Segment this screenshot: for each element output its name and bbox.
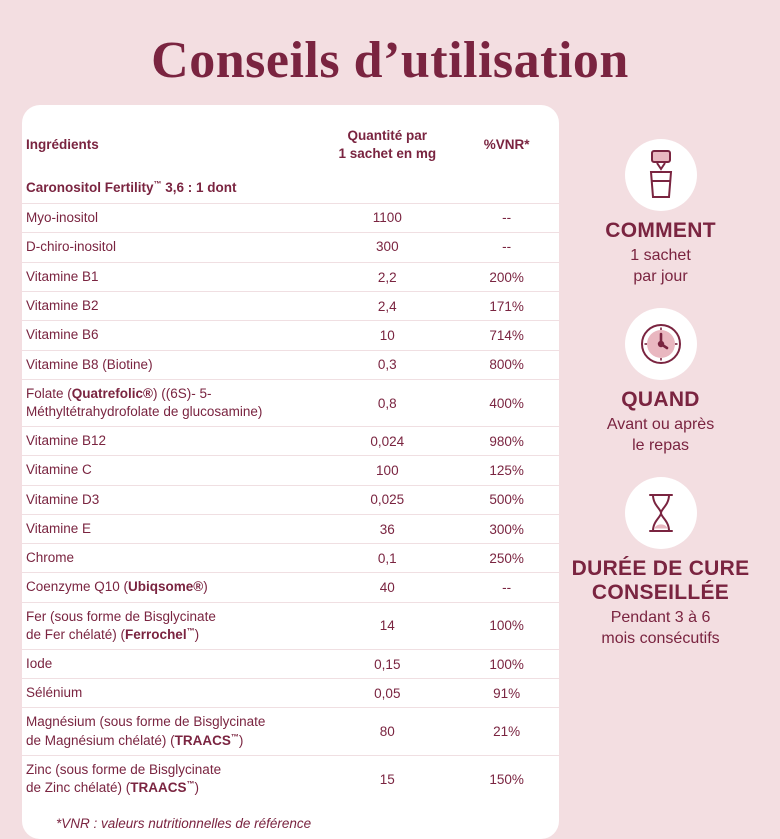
advice-title-duree [572,557,750,605]
row-quantity: 0,8 [320,379,454,426]
row-ingredient: Magnésium (sous forme de Bisglycinate de Magnésium chélaté) (TRAACS™) [22,708,320,755]
table-row [22,292,559,321]
row-ingredient: Sélénium [22,679,320,708]
table-row [22,514,559,543]
row-vnr: -- [454,232,559,262]
table-row [22,602,559,649]
table-row [22,755,559,802]
row-quantity: 0,025 [320,485,454,514]
advice-sub-duree [572,608,750,650]
row-vnr: 125% [454,456,559,485]
header-quantity-line2: 1 sachet en mg [338,145,437,161]
advice-title-comment: COMMENT [605,219,716,243]
table-row [22,573,559,602]
row-ingredient: Vitamine B1 [22,262,320,291]
row-quantity: 0,024 [320,427,454,456]
row-quantity: 14 [320,602,454,649]
row-quantity: 10 [320,321,454,350]
row-vnr: -- [454,203,559,232]
table-row [22,485,559,514]
row-vnr: 714% [454,321,559,350]
table-row [22,262,559,291]
advice-block-duree [572,477,750,650]
advice-sub-comment-line2: par jour [633,268,688,286]
row-vnr: 171% [454,292,559,321]
row-quantity: 0,3 [320,350,454,379]
page-title: Conseils d’utilisation [151,32,629,89]
row-vnr: 500% [454,485,559,514]
row-ingredient: Vitamine B6 [22,321,320,350]
row-ingredient: Zinc (sous forme de Bisglycinate de Zinc chélaté) (TRAACS™) [26,761,222,796]
advice-sub-duree-line2: mois consécutifs [601,629,720,647]
table-row [22,203,559,232]
row-quantity: 2,4 [320,292,454,321]
row-ingredient: Vitamine C [22,456,320,485]
ingredients-table [22,119,559,802]
ingredients-card [22,105,559,839]
hourglass-icon [625,477,697,549]
table-body [22,174,559,802]
table-footnote: *VNR : valeurs nutritionnelles de référence [56,816,312,832]
row-ingredient: Vitamine E [22,514,320,543]
clock-icon [625,308,697,380]
row-ingredient: Coenzyme Q10 (Ubiqsome®) [22,573,320,602]
table-row [22,321,559,350]
table-row [22,650,559,679]
advice-title-duree-line2: CONSEILLÉE [591,580,730,604]
table-row [22,427,559,456]
table-row [22,708,559,755]
row-vnr: 800% [454,350,559,379]
row-vnr: -- [454,573,559,602]
advice-sub-quand [607,415,714,457]
row-ingredient: D-chiro-inositol [22,232,320,262]
row-vnr: 250% [454,544,559,573]
content-area [0,105,780,839]
header-ingredients: Ingrédients [26,137,99,153]
row-vnr: 150% [489,771,524,787]
row-ingredient: Iode [22,650,320,679]
row-ingredient: Chrome [22,544,320,573]
row-quantity: 36 [320,514,454,543]
row-quantity: 2,2 [320,262,454,291]
table-row [22,232,559,262]
header-quantity [320,119,454,174]
row-quantity: 300 [320,232,454,262]
advice-sub-duree-line1: Pendant 3 à 6 [610,608,711,626]
row-quantity: 0,05 [320,679,454,708]
advice-sub-comment [605,246,716,288]
row-quantity: 1100 [320,203,454,232]
advice-sub-quand-line2: le repas [632,436,689,454]
row-ingredient: Vitamine B2 [22,292,320,321]
row-ingredient: Vitamine B8 (Biotine) [22,350,320,379]
table-row [22,350,559,379]
table-row [22,456,559,485]
table-header-row [22,119,559,174]
row-vnr: 21% [454,708,559,755]
row-quantity: 0,1 [320,544,454,573]
row-vnr [454,174,559,203]
row-ingredient: Caronositol Fertility™ 3,6 : 1 dont [22,174,320,203]
row-ingredient: Myo-inositol [22,203,320,232]
row-vnr: 91% [454,679,559,708]
advice-sidebar [563,105,758,663]
table-row [22,679,559,708]
row-vnr: 400% [454,379,559,426]
row-quantity: 40 [320,573,454,602]
row-vnr: 300% [454,514,559,543]
row-vnr: 200% [454,262,559,291]
advice-sub-comment-line1: 1 sachet [630,247,691,265]
row-ingredient: Fer (sous forme de Bisglycinate de Fer chélaté) (Ferrochel™) [22,602,320,649]
row-ingredient: Vitamine D3 [22,485,320,514]
table-row [22,379,559,426]
row-vnr: 100% [454,650,559,679]
row-ingredient: Folate (Quatrefolic®) ((6S)- 5- Méthyltétrahydrofolate de glucosamine) [22,379,320,426]
sachet-glass-icon [625,139,697,211]
header-quantity-line1: Quantité par [347,128,428,144]
row-quantity: 80 [320,708,454,755]
advice-block-comment [605,139,716,288]
row-quantity: 100 [320,456,454,485]
advice-title-quand: QUAND [621,387,700,411]
header-vnr: %VNR* [483,137,530,153]
table-row [22,174,559,203]
advice-title-duree-line1: DURÉE DE CURE [571,556,750,580]
row-vnr: 100% [454,602,559,649]
advice-block-quand [607,308,714,457]
row-quantity [320,174,454,203]
row-ingredient: Vitamine B12 [22,427,320,456]
table-header [22,119,559,174]
table-row [22,544,559,573]
row-quantity: 15 [379,771,395,787]
advice-sub-quand-line1: Avant ou après [606,416,715,434]
row-vnr: 980% [454,427,559,456]
row-quantity: 0,15 [320,650,454,679]
